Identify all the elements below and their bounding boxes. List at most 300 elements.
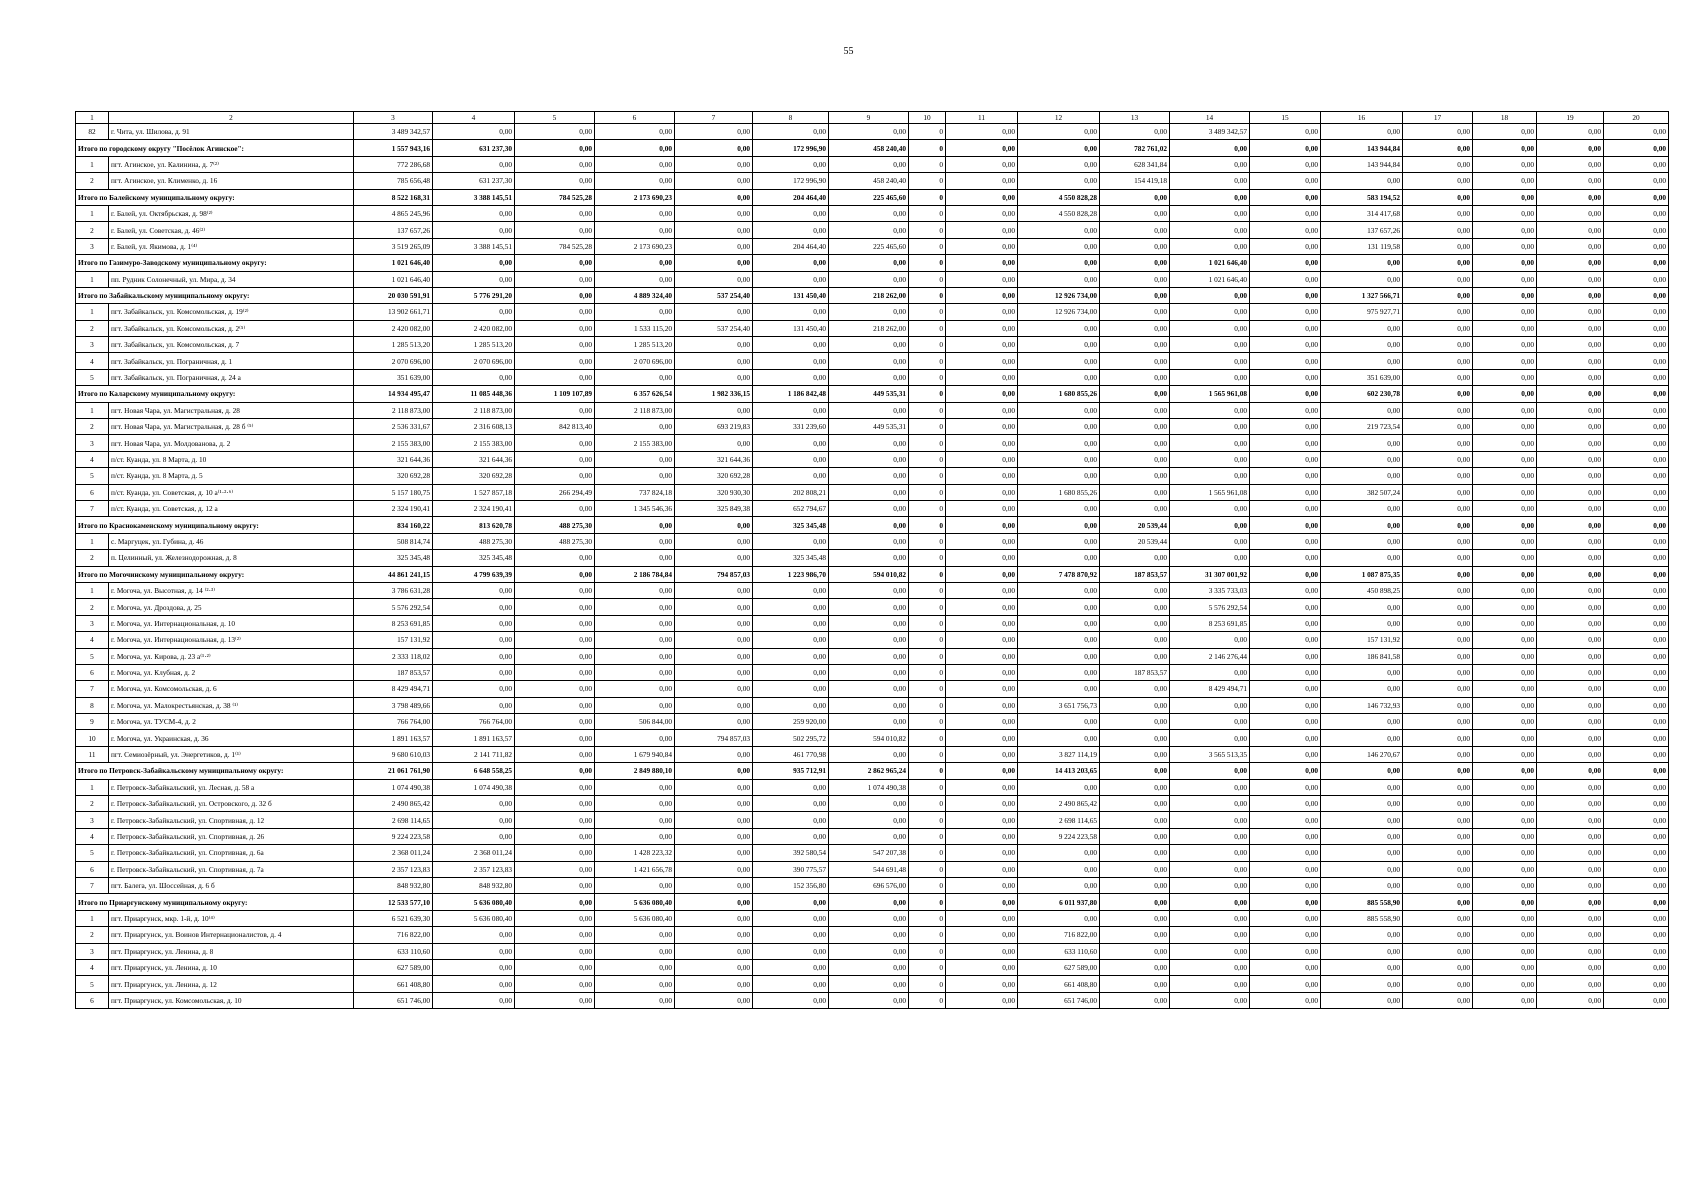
value-cell: 2 173 690,23 [595, 238, 675, 254]
value-cell: 0,00 [1403, 877, 1473, 893]
value-cell: 2 070 696,00 [433, 353, 515, 369]
total-label: Итого по Газимуро-Заводскому муниципальному округу: [76, 255, 354, 271]
value-cell: 0,00 [1100, 550, 1170, 566]
value-cell: 0,00 [1170, 861, 1250, 877]
value-cell: 0,00 [1403, 320, 1473, 336]
value-cell: 0,00 [1604, 681, 1669, 697]
value-cell: 382 507,24 [1321, 484, 1403, 500]
value-cell: 325 345,48 [354, 550, 433, 566]
address-cell: пгт. Забайкальск, ул. Пограничная, д. 1 [109, 353, 354, 369]
value-cell: 0 [909, 664, 946, 680]
value-cell: 0,00 [1537, 697, 1604, 713]
value-cell: 0,00 [1403, 304, 1473, 320]
address-cell: г. Могоча, ул. ТУСМ-4, д. 2 [109, 714, 354, 730]
value-cell: 848 932,80 [433, 877, 515, 893]
value-cell: 3 519 265,09 [354, 238, 433, 254]
value-cell: 784 525,28 [515, 189, 595, 205]
value-cell: 0,00 [1018, 173, 1100, 189]
value-cell: 0,00 [1537, 632, 1604, 648]
value-cell: 0,00 [433, 205, 515, 221]
value-cell: 0,00 [1403, 451, 1473, 467]
value-cell: 0,00 [829, 402, 909, 418]
value-cell: 0,00 [753, 582, 829, 598]
total-label: Итого по Могочинскому муниципальному округу: [76, 566, 354, 582]
value-cell: 0,00 [1537, 173, 1604, 189]
value-cell: 633 110,60 [1018, 943, 1100, 959]
value-cell: 0,00 [946, 222, 1018, 238]
value-cell: 0,00 [595, 255, 675, 271]
value-cell: 0,00 [675, 533, 753, 549]
value-cell: 0 [909, 287, 946, 303]
address-cell: пгт. Новая Чара, ул. Магистральная, д. 28 б ⁽⁵⁾ [109, 419, 354, 435]
value-cell: 0,00 [1170, 156, 1250, 172]
value-cell: 0,00 [1604, 828, 1669, 844]
total-label: Итого по городскому округу "Посёлок Агинское": [76, 140, 354, 156]
column-header: 3 [354, 112, 433, 124]
value-cell: 0,00 [1250, 304, 1321, 320]
value-cell: 0,00 [829, 976, 909, 992]
value-cell: 0,00 [1250, 468, 1321, 484]
row-number: 3 [76, 812, 109, 828]
value-cell: 6 521 639,30 [354, 910, 433, 926]
value-cell: 0,00 [1100, 353, 1170, 369]
value-cell: 0,00 [1604, 714, 1669, 730]
column-header: 16 [1321, 112, 1403, 124]
value-cell: 0,00 [753, 124, 829, 140]
value-cell: 0,00 [1018, 124, 1100, 140]
value-cell: 0 [909, 714, 946, 730]
value-cell: 0,00 [829, 714, 909, 730]
value-cell: 0,00 [946, 287, 1018, 303]
value-cell: 0,00 [1100, 484, 1170, 500]
value-cell: 0,00 [675, 369, 753, 385]
value-cell: 0,00 [1537, 271, 1604, 287]
value-cell: 0,00 [515, 796, 595, 812]
value-cell: 0,00 [946, 632, 1018, 648]
value-cell: 0,00 [433, 992, 515, 1008]
value-cell: 204 464,40 [753, 238, 829, 254]
address-cell: г. Могоча, ул. Интернациональная, д. 13⁽²⁾ [109, 632, 354, 648]
address-cell: пгт. Новая Чара, ул. Молдованова, д. 2 [109, 435, 354, 451]
address-cell: пгт. Агинское, ул. Клименко, д. 16 [109, 173, 354, 189]
value-cell: 2 316 608,13 [433, 419, 515, 435]
value-cell: 0,00 [1100, 812, 1170, 828]
value-cell: 0,00 [515, 369, 595, 385]
value-cell: 0,00 [675, 763, 753, 779]
value-cell: 5 576 292,54 [1170, 599, 1250, 615]
value-cell: 461 770,98 [753, 746, 829, 762]
value-cell: 0,00 [1403, 812, 1473, 828]
value-cell: 0,00 [595, 533, 675, 549]
value-cell: 0,00 [675, 697, 753, 713]
value-cell: 21 061 761,90 [354, 763, 433, 779]
value-cell: 0,00 [1018, 648, 1100, 664]
value-cell: 0,00 [515, 124, 595, 140]
value-cell: 0,00 [675, 124, 753, 140]
value-cell: 0,00 [1473, 484, 1537, 500]
value-cell: 0,00 [753, 697, 829, 713]
value-cell: 0,00 [1537, 124, 1604, 140]
value-cell: 0,00 [1537, 992, 1604, 1008]
value-cell: 2 536 331,67 [354, 419, 433, 435]
row-number: 1 [76, 304, 109, 320]
value-cell: 0,00 [1473, 910, 1537, 926]
value-cell: 784 525,28 [515, 238, 595, 254]
value-cell: 0,00 [946, 435, 1018, 451]
value-cell: 0,00 [1321, 943, 1403, 959]
table-row [76, 337, 1669, 353]
value-cell: 0 [909, 255, 946, 271]
value-cell: 0,00 [515, 337, 595, 353]
value-cell: 225 465,60 [829, 238, 909, 254]
total-row [76, 140, 1669, 156]
value-cell: 547 207,38 [829, 845, 909, 861]
value-cell: 0,00 [515, 287, 595, 303]
value-cell: 0,00 [1100, 763, 1170, 779]
value-cell: 488 275,30 [515, 517, 595, 533]
value-cell: 143 944,84 [1321, 140, 1403, 156]
value-cell: 0,00 [1250, 730, 1321, 746]
value-cell: 0,00 [829, 451, 909, 467]
value-cell: 0,00 [946, 124, 1018, 140]
value-cell: 0,00 [1537, 681, 1604, 697]
value-cell: 2 490 865,42 [354, 796, 433, 812]
value-cell: 0,00 [1537, 943, 1604, 959]
value-cell: 0,00 [1604, 861, 1669, 877]
value-cell: 0,00 [946, 484, 1018, 500]
value-cell: 0,00 [1604, 550, 1669, 566]
value-cell: 0,00 [946, 238, 1018, 254]
value-cell: 0,00 [1250, 877, 1321, 893]
value-cell: 0,00 [1321, 763, 1403, 779]
row-number: 82 [76, 124, 109, 140]
address-cell: пгт. Забайкальск, ул. Комсомольская, д. 7 [109, 337, 354, 353]
value-cell: 0,00 [1170, 976, 1250, 992]
value-cell: 0,00 [1604, 845, 1669, 861]
value-cell: 0,00 [1250, 271, 1321, 287]
value-cell: 0,00 [1604, 353, 1669, 369]
value-cell: 0,00 [515, 861, 595, 877]
value-cell: 0,00 [1403, 337, 1473, 353]
value-cell: 0,00 [1403, 763, 1473, 779]
value-cell: 0,00 [675, 992, 753, 1008]
value-cell: 0,00 [1403, 140, 1473, 156]
value-cell: 0,00 [753, 959, 829, 975]
value-cell: 0,00 [1250, 140, 1321, 156]
value-cell: 0,00 [1018, 533, 1100, 549]
value-cell: 0,00 [946, 582, 1018, 598]
value-cell: 0,00 [1604, 582, 1669, 598]
value-cell: 0,00 [1250, 779, 1321, 795]
value-cell: 0,00 [515, 779, 595, 795]
value-cell: 0,00 [1018, 599, 1100, 615]
value-cell: 0,00 [829, 124, 909, 140]
value-cell: 0,00 [1537, 304, 1604, 320]
value-cell: 0,00 [1250, 386, 1321, 402]
value-cell: 0,00 [1604, 222, 1669, 238]
value-cell: 0,00 [1018, 779, 1100, 795]
value-cell: 0,00 [1100, 386, 1170, 402]
row-number: 1 [76, 910, 109, 926]
value-cell: 0,00 [1604, 763, 1669, 779]
address-cell: г. Чита, ул. Шилова, д. 91 [109, 124, 354, 140]
value-cell: 0,00 [1604, 369, 1669, 385]
value-cell: 0,00 [946, 763, 1018, 779]
value-cell: 0,00 [675, 927, 753, 943]
value-cell: 0,00 [1537, 615, 1604, 631]
address-cell: пгт. Приаргунск, ул. Воинов Интернационалистов, д. 4 [109, 927, 354, 943]
value-cell: 0,00 [1403, 992, 1473, 1008]
value-cell: 6 011 937,80 [1018, 894, 1100, 910]
value-cell: 0,00 [1250, 337, 1321, 353]
value-cell: 0,00 [1170, 927, 1250, 943]
value-cell: 0,00 [1604, 451, 1669, 467]
row-number: 5 [76, 976, 109, 992]
value-cell: 2 698 114,65 [354, 812, 433, 828]
value-cell: 0,00 [753, 828, 829, 844]
value-cell: 0,00 [1537, 976, 1604, 992]
value-cell: 0,00 [1250, 714, 1321, 730]
value-cell: 0,00 [675, 173, 753, 189]
value-cell: 0,00 [1100, 877, 1170, 893]
value-cell: 0,00 [1018, 156, 1100, 172]
value-cell: 0,00 [515, 156, 595, 172]
value-cell: 0,00 [515, 271, 595, 287]
value-cell: 0,00 [1321, 681, 1403, 697]
value-cell: 0,00 [1321, 435, 1403, 451]
value-cell: 0,00 [829, 648, 909, 664]
value-cell: 0,00 [515, 205, 595, 221]
value-cell: 0,00 [433, 271, 515, 287]
value-cell: 2 324 190,41 [433, 500, 515, 516]
value-cell: 0,00 [1100, 697, 1170, 713]
value-cell: 0,00 [1100, 714, 1170, 730]
value-cell: 0,00 [1100, 746, 1170, 762]
value-cell: 0,00 [1250, 746, 1321, 762]
value-cell: 0,00 [946, 648, 1018, 664]
value-cell: 0,00 [595, 599, 675, 615]
value-cell: 0,00 [946, 468, 1018, 484]
value-cell: 266 294,49 [515, 484, 595, 500]
value-cell: 0,00 [829, 582, 909, 598]
value-cell: 693 219,83 [675, 419, 753, 435]
value-cell: 0,00 [946, 894, 1018, 910]
address-cell: г. Могоча, ул. Малокрестьянская, д. 38 ⁽¹⁾ [109, 697, 354, 713]
value-cell: 0,00 [1321, 730, 1403, 746]
value-cell: 0,00 [1403, 419, 1473, 435]
value-cell: 583 194,52 [1321, 189, 1403, 205]
value-cell: 0,00 [1604, 320, 1669, 336]
value-cell: 0,00 [1604, 959, 1669, 975]
value-cell: 0,00 [1170, 632, 1250, 648]
value-cell: 187 853,57 [1100, 566, 1170, 582]
value-cell: 0,00 [1604, 287, 1669, 303]
value-cell: 0,00 [1604, 124, 1669, 140]
value-cell: 0,00 [1537, 566, 1604, 582]
value-cell: 0,00 [1604, 140, 1669, 156]
row-number: 9 [76, 714, 109, 730]
value-cell: 0,00 [829, 796, 909, 812]
value-cell: 0,00 [1473, 369, 1537, 385]
value-cell: 1 223 986,70 [753, 566, 829, 582]
value-cell: 0,00 [829, 337, 909, 353]
value-cell: 0,00 [1250, 255, 1321, 271]
total-row [76, 255, 1669, 271]
value-cell: 204 464,40 [753, 189, 829, 205]
value-cell: 0 [909, 763, 946, 779]
row-number: 2 [76, 222, 109, 238]
value-cell: 0,00 [753, 927, 829, 943]
value-cell: 0,00 [433, 124, 515, 140]
value-cell: 0,00 [829, 615, 909, 631]
value-cell: 0,00 [946, 812, 1018, 828]
value-cell: 0,00 [433, 648, 515, 664]
value-cell: 0,00 [1018, 337, 1100, 353]
total-row [76, 566, 1669, 582]
value-cell: 0,00 [1250, 402, 1321, 418]
value-cell: 0,00 [1403, 189, 1473, 205]
value-cell: 0,00 [1403, 468, 1473, 484]
value-cell: 0,00 [595, 697, 675, 713]
value-cell: 0,00 [1250, 533, 1321, 549]
row-number: 10 [76, 730, 109, 746]
value-cell: 631 237,30 [433, 140, 515, 156]
value-cell: 0,00 [946, 205, 1018, 221]
value-cell: 0,00 [1250, 550, 1321, 566]
total-label: Итого по Забайкальскому муниципальному округу: [76, 287, 354, 303]
row-number: 3 [76, 238, 109, 254]
table-row [76, 468, 1669, 484]
value-cell: 0,00 [675, 140, 753, 156]
value-cell: 3 786 631,28 [354, 582, 433, 598]
value-cell: 1 285 513,20 [354, 337, 433, 353]
value-cell: 0,00 [515, 468, 595, 484]
value-cell: 2 118 873,00 [354, 402, 433, 418]
value-cell: 0,00 [1403, 255, 1473, 271]
value-cell: 146 270,67 [1321, 746, 1403, 762]
value-cell: 0,00 [595, 304, 675, 320]
value-cell: 0,00 [1321, 124, 1403, 140]
value-cell: 458 240,40 [829, 173, 909, 189]
value-cell: 0,00 [829, 255, 909, 271]
value-cell: 766 764,00 [433, 714, 515, 730]
value-cell: 0,00 [753, 435, 829, 451]
value-cell: 0,00 [1100, 632, 1170, 648]
value-cell: 0,00 [1473, 927, 1537, 943]
value-cell: 1 679 940,84 [595, 746, 675, 762]
value-cell: 0,00 [1170, 189, 1250, 205]
value-cell: 0,00 [1170, 812, 1250, 828]
address-cell: г. Балей, ул. Советская, д. 46⁽²⁾ [109, 222, 354, 238]
value-cell: 0,00 [753, 222, 829, 238]
address-cell: пгт. Приаргунск, ул. Ленина, д. 8 [109, 943, 354, 959]
value-cell: 0,00 [1403, 599, 1473, 615]
row-number: 4 [76, 632, 109, 648]
value-cell: 2 357 123,83 [354, 861, 433, 877]
table-row [76, 304, 1669, 320]
column-header: 13 [1100, 112, 1170, 124]
value-cell: 0 [909, 894, 946, 910]
value-cell: 157 131,92 [1321, 632, 1403, 648]
table-row [76, 746, 1669, 762]
column-header: 6 [595, 112, 675, 124]
value-cell: 0 [909, 156, 946, 172]
address-cell: г. Могоча, ул. Клубная, д. 2 [109, 664, 354, 680]
value-cell: 0,00 [1604, 238, 1669, 254]
column-header: 14 [1170, 112, 1250, 124]
value-cell: 0,00 [1100, 402, 1170, 418]
value-cell: 2 324 190,41 [354, 500, 433, 516]
value-cell: 0,00 [1100, 779, 1170, 795]
value-cell: 0,00 [1018, 402, 1100, 418]
value-cell: 187 853,57 [1100, 664, 1170, 680]
value-cell: 0,00 [1250, 796, 1321, 812]
value-cell: 187 853,57 [354, 664, 433, 680]
value-cell: 0 [909, 320, 946, 336]
value-cell: 0,00 [1018, 468, 1100, 484]
value-cell: 0,00 [1403, 664, 1473, 680]
value-cell: 0,00 [946, 959, 1018, 975]
value-cell: 0,00 [1100, 730, 1170, 746]
value-cell: 5 636 080,40 [595, 910, 675, 926]
value-cell: 0,00 [753, 369, 829, 385]
value-cell: 4 889 324,40 [595, 287, 675, 303]
table-row [76, 484, 1669, 500]
value-cell: 0,00 [1403, 615, 1473, 631]
value-cell: 0,00 [829, 304, 909, 320]
value-cell: 0,00 [1403, 943, 1473, 959]
value-cell: 0,00 [1100, 828, 1170, 844]
value-cell: 0,00 [1537, 386, 1604, 402]
value-cell: 0,00 [1403, 271, 1473, 287]
value-cell: 1 021 646,40 [1170, 271, 1250, 287]
value-cell: 0,00 [946, 697, 1018, 713]
value-cell: 12 926 734,00 [1018, 304, 1100, 320]
value-cell: 0,00 [1100, 468, 1170, 484]
value-cell: 0,00 [1473, 681, 1537, 697]
value-cell: 0,00 [1403, 386, 1473, 402]
value-cell: 2 357 123,83 [433, 861, 515, 877]
value-cell: 0,00 [1537, 287, 1604, 303]
value-cell: 0,00 [1403, 582, 1473, 598]
value-cell: 0,00 [675, 746, 753, 762]
value-cell: 152 356,80 [753, 877, 829, 893]
value-cell: 0,00 [1604, 517, 1669, 533]
value-cell: 0,00 [515, 828, 595, 844]
value-cell: 0,00 [1018, 550, 1100, 566]
value-cell: 143 944,84 [1321, 156, 1403, 172]
value-cell: 0,00 [1100, 222, 1170, 238]
row-number: 8 [76, 697, 109, 713]
value-cell: 0,00 [1604, 419, 1669, 435]
value-cell: 0,00 [946, 337, 1018, 353]
value-cell: 0,00 [946, 353, 1018, 369]
value-cell: 935 712,91 [753, 763, 829, 779]
value-cell: 0,00 [1473, 664, 1537, 680]
value-cell: 0,00 [1018, 419, 1100, 435]
total-label: Итого по Приаргунскому муниципальному округу: [76, 894, 354, 910]
value-cell: 14 413 203,65 [1018, 763, 1100, 779]
value-cell: 0,00 [946, 386, 1018, 402]
value-cell: 0,00 [1321, 599, 1403, 615]
value-cell: 0,00 [675, 304, 753, 320]
value-cell: 8 429 494,71 [354, 681, 433, 697]
value-cell: 1 527 857,18 [433, 484, 515, 500]
value-cell: 0,00 [829, 484, 909, 500]
value-cell: 0,00 [753, 632, 829, 648]
value-cell: 716 822,00 [354, 927, 433, 943]
value-cell: 0,00 [829, 943, 909, 959]
